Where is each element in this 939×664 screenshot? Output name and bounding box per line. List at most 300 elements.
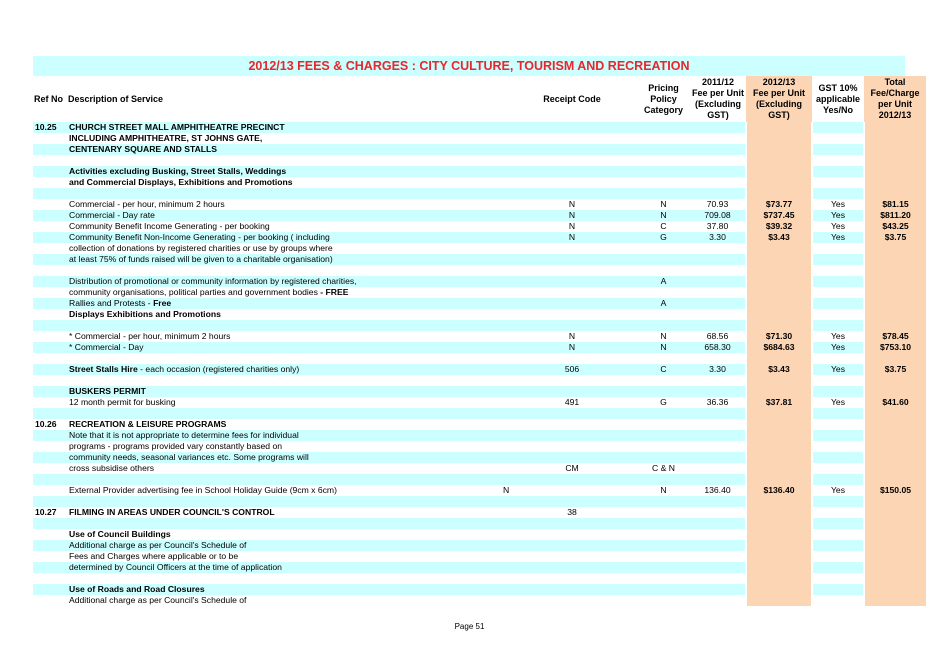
ref-cell bbox=[33, 353, 67, 364]
ref-cell bbox=[33, 584, 67, 595]
fee-2012-cell bbox=[746, 155, 812, 166]
pricing-category-cell bbox=[637, 419, 690, 430]
header-line: 2012/13 bbox=[762, 77, 796, 87]
fee-2011-cell bbox=[690, 276, 746, 287]
page-number: Page 51 bbox=[454, 622, 485, 631]
pricing-category-cell bbox=[637, 155, 690, 166]
gst-cell bbox=[812, 243, 864, 254]
table-row bbox=[33, 144, 926, 155]
table-row bbox=[33, 221, 926, 232]
table-row bbox=[33, 243, 926, 254]
fee-2012-cell: $3.43 bbox=[746, 232, 812, 243]
table-row bbox=[33, 265, 926, 276]
header-line: GST) bbox=[768, 110, 790, 120]
table-row bbox=[33, 188, 926, 199]
receipt-code-cell bbox=[507, 540, 637, 551]
gst-cell bbox=[812, 276, 864, 287]
receipt-code-cell bbox=[507, 452, 637, 463]
fee-2011-cell bbox=[690, 122, 746, 133]
total-cell bbox=[864, 573, 926, 584]
fee-2012-cell bbox=[746, 540, 812, 551]
pricing-category-cell bbox=[637, 551, 690, 562]
gst-cell bbox=[812, 133, 864, 144]
table-row bbox=[33, 309, 926, 320]
pricing-category-cell bbox=[637, 243, 690, 254]
total-cell bbox=[864, 309, 926, 320]
receipt-code-cell bbox=[507, 188, 637, 199]
table-row bbox=[33, 441, 926, 452]
ref-cell bbox=[33, 430, 67, 441]
fee-2011-cell: 709.08 bbox=[690, 210, 746, 221]
description-text: INCLUDING AMPHITHEATRE, ST JOHNS GATE, bbox=[69, 133, 263, 143]
pricing-category-cell bbox=[637, 386, 690, 397]
pricing-category-cell bbox=[637, 430, 690, 441]
fee-2011-cell: 136.40 bbox=[690, 485, 746, 496]
header-line: Fee per Unit bbox=[752, 88, 805, 98]
ref-cell bbox=[33, 485, 67, 496]
fees-sheet bbox=[33, 56, 920, 606]
gst-cell bbox=[812, 166, 864, 177]
table-row bbox=[33, 166, 926, 177]
gst-cell bbox=[812, 496, 864, 507]
header-pricing-policy bbox=[637, 76, 690, 122]
total-cell: $3.75 bbox=[864, 364, 926, 375]
fee-2012-cell bbox=[746, 518, 812, 529]
header-line: (Excluding bbox=[694, 99, 741, 109]
header-row bbox=[33, 76, 926, 122]
fee-2012-cell bbox=[746, 386, 812, 397]
fee-2011-cell: 68.56 bbox=[690, 331, 746, 342]
total-cell: $41.60 bbox=[864, 397, 926, 408]
ref-cell bbox=[33, 397, 67, 408]
description-text: Additional charge as per Council's Schedule of bbox=[69, 595, 247, 605]
fee-2012-cell bbox=[746, 122, 812, 133]
fee-2011-cell bbox=[690, 463, 746, 474]
description-cell bbox=[67, 364, 507, 375]
pricing-category-cell: C bbox=[637, 221, 690, 232]
header-line: 2011/12 bbox=[701, 77, 735, 87]
fee-2012-cell bbox=[746, 562, 812, 573]
description-text: community needs, seasonal variances etc. Some programs will bbox=[69, 452, 309, 462]
total-cell bbox=[864, 463, 926, 474]
table-row bbox=[33, 551, 926, 562]
header-line: Pricing bbox=[648, 82, 679, 93]
description-cell bbox=[67, 485, 510, 496]
table-row bbox=[33, 331, 926, 342]
fee-2011-cell bbox=[690, 496, 746, 507]
table-row bbox=[33, 507, 926, 518]
total-cell bbox=[864, 474, 926, 485]
fee-2012-cell: $3.43 bbox=[746, 364, 812, 375]
ref-cell bbox=[33, 518, 67, 529]
pricing-category-cell bbox=[637, 518, 690, 529]
page-title: 2012/13 FEES & CHARGES : CITY CULTURE, TOURISM AND RECREATION bbox=[33, 56, 905, 76]
ref-cell bbox=[33, 331, 67, 342]
description-text: CENTENARY SQUARE AND STALLS bbox=[69, 144, 218, 154]
pricing-category-cell: G bbox=[637, 232, 690, 243]
description-text: Community Benefit Income Generating - per booking bbox=[69, 221, 270, 231]
description-cell bbox=[67, 573, 507, 584]
ref-cell bbox=[33, 199, 67, 210]
pricing-category-cell bbox=[637, 133, 690, 144]
description-bold: - FREE bbox=[320, 287, 349, 297]
gst-cell bbox=[812, 122, 864, 133]
ref-cell bbox=[33, 210, 67, 221]
description-cell bbox=[67, 375, 507, 386]
table-row bbox=[33, 452, 926, 463]
description-cell bbox=[67, 144, 507, 155]
gst-cell bbox=[812, 254, 864, 265]
ref-cell bbox=[33, 254, 67, 265]
description-cell bbox=[67, 166, 507, 177]
receipt-code-cell bbox=[507, 496, 637, 507]
total-cell bbox=[864, 177, 926, 188]
header-line: Yes/No bbox=[822, 104, 853, 115]
receipt-code-cell bbox=[507, 309, 637, 320]
description-cell bbox=[67, 177, 507, 188]
table-row bbox=[33, 320, 926, 331]
fee-2011-cell bbox=[690, 430, 746, 441]
fee-2012-cell: $737.45 bbox=[746, 210, 812, 221]
table-row bbox=[33, 210, 926, 221]
fee-2012-cell bbox=[746, 353, 812, 364]
description-text: Displays Exhibitions and Promotions bbox=[69, 309, 221, 319]
ref-cell bbox=[33, 595, 67, 606]
description-cell bbox=[67, 320, 507, 331]
fee-2012-cell bbox=[746, 133, 812, 144]
total-cell bbox=[864, 243, 926, 254]
fee-2011-cell bbox=[690, 452, 746, 463]
fee-2012-cell: $37.81 bbox=[746, 397, 812, 408]
fee-2011-cell bbox=[690, 573, 746, 584]
total-cell bbox=[864, 595, 926, 606]
receipt-code-cell bbox=[507, 375, 637, 386]
ref-cell bbox=[33, 364, 67, 375]
description-cell bbox=[67, 276, 507, 287]
gst-cell bbox=[812, 188, 864, 199]
description-cell bbox=[67, 298, 507, 309]
ref-cell bbox=[33, 540, 67, 551]
fee-2011-cell: 70.93 bbox=[690, 199, 746, 210]
receipt-code-cell: N bbox=[507, 199, 637, 210]
fee-2012-cell bbox=[746, 452, 812, 463]
table-row bbox=[33, 518, 926, 529]
header-receipt-code: Receipt Code bbox=[507, 76, 637, 122]
fee-2011-cell bbox=[690, 155, 746, 166]
ref-cell bbox=[33, 562, 67, 573]
ref-cell bbox=[33, 265, 67, 276]
fee-2011-cell bbox=[690, 353, 746, 364]
description-cell bbox=[67, 463, 507, 474]
total-cell bbox=[864, 562, 926, 573]
description-text: Rallies and Protests - bbox=[69, 298, 154, 308]
description-cell bbox=[67, 452, 507, 463]
header-line: per Unit bbox=[877, 99, 912, 109]
header-line: 2012/13 bbox=[878, 110, 912, 120]
ref-cell bbox=[33, 551, 67, 562]
description-text: at least 75% of funds raised will be given to a charitable organisation) bbox=[69, 254, 333, 264]
description-cell bbox=[67, 408, 507, 419]
table-row bbox=[33, 133, 926, 144]
fee-2011-cell bbox=[690, 518, 746, 529]
ref-cell bbox=[33, 320, 67, 331]
fee-2012-cell bbox=[746, 463, 812, 474]
receipt-code-cell bbox=[507, 573, 637, 584]
ref-cell bbox=[33, 441, 67, 452]
description-text: and Commercial Displays, Exhibitions and Promotions bbox=[69, 177, 293, 187]
pricing-category-cell: G bbox=[637, 397, 690, 408]
table-row bbox=[33, 276, 926, 287]
header-line: GST 10% bbox=[818, 82, 858, 93]
pricing-category-cell: N bbox=[637, 342, 690, 353]
total-cell bbox=[864, 254, 926, 265]
fee-2011-cell bbox=[690, 595, 746, 606]
pricing-category-cell bbox=[637, 375, 690, 386]
gst-cell bbox=[812, 287, 864, 298]
gst-cell bbox=[812, 419, 864, 430]
table-row bbox=[33, 496, 926, 507]
receipt-code-cell bbox=[507, 243, 637, 254]
fee-2011-cell bbox=[690, 144, 746, 155]
fee-2011-cell: 36.36 bbox=[690, 397, 746, 408]
pricing-category-cell bbox=[637, 309, 690, 320]
total-cell bbox=[864, 265, 926, 276]
receipt-code-cell: N bbox=[507, 210, 637, 221]
gst-cell: Yes bbox=[812, 342, 864, 353]
header-line: applicable bbox=[815, 93, 860, 104]
gst-cell bbox=[812, 177, 864, 188]
description-cell bbox=[67, 474, 507, 485]
total-cell: $78.45 bbox=[864, 331, 926, 342]
gst-cell bbox=[812, 309, 864, 320]
receipt-code-cell bbox=[507, 485, 637, 496]
gst-cell bbox=[812, 408, 864, 419]
receipt-code-cell bbox=[507, 177, 637, 188]
description-cell bbox=[67, 562, 507, 573]
ref-cell bbox=[33, 188, 67, 199]
fee-2011-cell bbox=[690, 298, 746, 309]
header-description: Description of Service bbox=[67, 76, 507, 122]
ref-cell: 10.27 bbox=[33, 507, 67, 518]
fee-2011-cell bbox=[690, 441, 746, 452]
description-cell bbox=[67, 342, 507, 353]
description-text: * Commercial - Day bbox=[69, 342, 144, 352]
receipt-code-cell: N bbox=[507, 331, 637, 342]
table-row bbox=[33, 430, 926, 441]
fee-2012-cell bbox=[746, 188, 812, 199]
table-row bbox=[33, 419, 926, 430]
fee-2012-cell bbox=[746, 144, 812, 155]
description-cell bbox=[67, 507, 507, 518]
gst-cell bbox=[812, 595, 864, 606]
total-cell bbox=[864, 584, 926, 595]
gst-cell bbox=[812, 155, 864, 166]
ref-cell bbox=[33, 386, 67, 397]
pricing-category-cell: C & N bbox=[637, 463, 690, 474]
ref-cell bbox=[33, 276, 67, 287]
pricing-category-cell bbox=[637, 254, 690, 265]
ref-cell bbox=[33, 243, 67, 254]
fee-2012-cell bbox=[746, 529, 812, 540]
gst-cell bbox=[812, 441, 864, 452]
total-cell: $753.10 bbox=[864, 342, 926, 353]
gst-cell bbox=[812, 144, 864, 155]
pricing-category-cell: A bbox=[637, 298, 690, 309]
receipt-code-cell bbox=[507, 298, 637, 309]
fee-2011-cell bbox=[690, 166, 746, 177]
fee-2012-cell bbox=[746, 584, 812, 595]
fee-2012-cell bbox=[746, 254, 812, 265]
gst-cell bbox=[812, 584, 864, 595]
receipt-code-cell bbox=[507, 353, 637, 364]
ref-cell bbox=[33, 177, 67, 188]
description-cell bbox=[67, 199, 507, 210]
total-cell bbox=[864, 496, 926, 507]
gst-cell bbox=[812, 474, 864, 485]
gst-cell bbox=[812, 265, 864, 276]
fee-2012-cell bbox=[746, 474, 812, 485]
fee-2012-cell bbox=[746, 430, 812, 441]
ref-cell bbox=[33, 298, 67, 309]
fee-2012-cell bbox=[746, 408, 812, 419]
receipt-code-cell bbox=[507, 474, 637, 485]
fee-2012-cell bbox=[746, 551, 812, 562]
total-cell: $43.25 bbox=[864, 221, 926, 232]
description-bold: Free bbox=[153, 298, 172, 308]
table-row bbox=[33, 584, 926, 595]
fees-table-body bbox=[33, 122, 926, 606]
description-cell bbox=[67, 584, 507, 595]
total-cell bbox=[864, 518, 926, 529]
description-text: Use of Council Buildings bbox=[69, 529, 171, 539]
header-line: Fee/Charge bbox=[870, 88, 920, 98]
fee-2012-cell bbox=[746, 441, 812, 452]
ref-cell bbox=[33, 287, 67, 298]
gst-cell: Yes bbox=[812, 221, 864, 232]
description-cell bbox=[67, 221, 507, 232]
fee-2012-cell bbox=[746, 595, 812, 606]
receipt-code-cell bbox=[507, 265, 637, 276]
header-line: Total bbox=[884, 77, 906, 87]
description-text: CHURCH STREET MALL AMPHITHEATRE PRECINCT bbox=[69, 122, 285, 132]
receipt-code-cell bbox=[507, 276, 637, 287]
receipt-code-cell: 491 bbox=[507, 397, 637, 408]
header-gst bbox=[812, 76, 864, 122]
pricing-category-cell bbox=[637, 265, 690, 276]
fee-2011-cell bbox=[690, 133, 746, 144]
ref-cell bbox=[33, 408, 67, 419]
description-cell bbox=[67, 232, 507, 243]
total-cell bbox=[864, 419, 926, 430]
header-fee-2012 bbox=[746, 76, 812, 122]
header-total bbox=[864, 76, 926, 122]
table-row bbox=[33, 562, 926, 573]
receipt-code-cell bbox=[507, 320, 637, 331]
table-row bbox=[33, 397, 926, 408]
pricing-category-cell bbox=[637, 166, 690, 177]
receipt-code-cell bbox=[507, 144, 637, 155]
pricing-category-cell bbox=[637, 408, 690, 419]
gst-cell bbox=[812, 452, 864, 463]
fee-2012-cell bbox=[746, 265, 812, 276]
fee-2012-cell bbox=[746, 298, 812, 309]
fee-2011-cell bbox=[690, 309, 746, 320]
gst-cell: Yes bbox=[812, 210, 864, 221]
gst-cell: Yes bbox=[812, 397, 864, 408]
description-text: Distribution of promotional or community information by registered charities, bbox=[69, 276, 357, 286]
table-row bbox=[33, 155, 926, 166]
ref-cell bbox=[33, 452, 67, 463]
gst-cell: Yes bbox=[812, 199, 864, 210]
ref-cell bbox=[33, 166, 67, 177]
gst-cell bbox=[812, 551, 864, 562]
table-row bbox=[33, 298, 926, 309]
fee-2011-cell: 3.30 bbox=[690, 364, 746, 375]
pricing-category-cell bbox=[637, 584, 690, 595]
gst-cell bbox=[812, 562, 864, 573]
description-cell bbox=[67, 441, 507, 452]
table-row bbox=[33, 595, 926, 606]
pricing-category-cell bbox=[637, 540, 690, 551]
ref-cell bbox=[33, 496, 67, 507]
pricing-category-cell bbox=[637, 474, 690, 485]
header-line: Fee per Unit bbox=[691, 88, 744, 98]
total-cell bbox=[864, 386, 926, 397]
header-fee-2011 bbox=[690, 76, 746, 122]
description-text: BUSKERS PERMIT bbox=[69, 386, 146, 396]
description-text: Additional charge as per Council's Schedule of bbox=[69, 540, 247, 550]
description-cell bbox=[67, 540, 507, 551]
fee-2012-cell bbox=[746, 166, 812, 177]
pricing-category-cell bbox=[637, 122, 690, 133]
description-text: Note that it is not appropriate to determine fees for individual bbox=[69, 430, 299, 440]
pricing-category-cell bbox=[637, 562, 690, 573]
receipt-code-cell bbox=[507, 386, 637, 397]
fee-2012-cell: $73.77 bbox=[746, 199, 812, 210]
pricing-category-cell: N bbox=[637, 485, 690, 496]
gst-cell bbox=[812, 375, 864, 386]
description-cell bbox=[67, 529, 507, 540]
header-ref: Ref No bbox=[33, 76, 67, 122]
description-cell bbox=[67, 287, 507, 298]
fee-2012-cell bbox=[746, 177, 812, 188]
pricing-category-cell bbox=[637, 529, 690, 540]
table-row bbox=[33, 353, 926, 364]
table-row bbox=[33, 386, 926, 397]
pricing-category-cell bbox=[637, 595, 690, 606]
receipt-code-cell bbox=[507, 408, 637, 419]
gst-cell bbox=[812, 540, 864, 551]
ref-cell bbox=[33, 221, 67, 232]
description-cell bbox=[67, 551, 507, 562]
pricing-category-cell: N bbox=[637, 199, 690, 210]
total-cell bbox=[864, 188, 926, 199]
total-cell bbox=[864, 155, 926, 166]
fee-2011-cell bbox=[690, 507, 746, 518]
pricing-category-cell bbox=[637, 452, 690, 463]
receipt-code-cell: N bbox=[507, 232, 637, 243]
table-row bbox=[33, 408, 926, 419]
total-cell: $811.20 bbox=[864, 210, 926, 221]
total-cell bbox=[864, 133, 926, 144]
gst-cell bbox=[812, 463, 864, 474]
pricing-category-cell: N bbox=[637, 210, 690, 221]
fee-2012-cell bbox=[746, 276, 812, 287]
gst-cell bbox=[812, 507, 864, 518]
table-row bbox=[33, 177, 926, 188]
total-cell bbox=[864, 408, 926, 419]
receipt-code-cell bbox=[507, 518, 637, 529]
